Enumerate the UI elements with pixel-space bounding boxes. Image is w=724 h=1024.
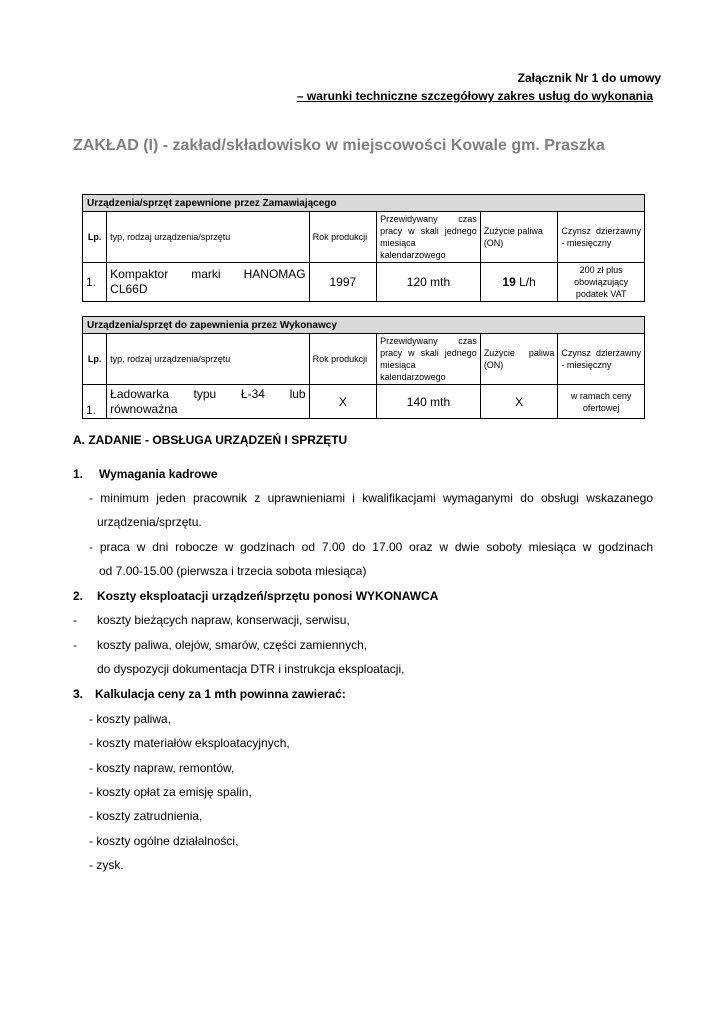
cell-lp: 1. [83, 385, 107, 419]
col-rent: Czynsz dzierżawny - miesięczny [558, 334, 645, 385]
point-2-dash-2: - [73, 638, 77, 652]
col-fuel: Zużycie paliwa (ON) [480, 334, 558, 385]
col-rent: Czynsz dzierżawny - miesięczny [558, 212, 645, 263]
cell-year: 1997 [309, 263, 376, 302]
point-1-item-2-cont: od 7.00-15.00 (pierwsza i trzecia sobota miesiąca) [99, 564, 367, 578]
table-row [83, 385, 645, 419]
table-header-row [83, 212, 645, 263]
point-2-dash-1: - [73, 613, 77, 627]
table-caption: Urządzenia/sprzęt do zapewnienia przez Wykonawcy [83, 317, 645, 334]
table-header-row [83, 334, 645, 385]
equipment-table-client [82, 194, 645, 302]
annex-subtitle: – warunki techniczne szczegółowy zakres usług do wykonania [296, 89, 653, 103]
point-2-number: 2. [73, 589, 84, 603]
point-3-item: - zysk. [89, 858, 124, 872]
col-lp: Lp. [83, 334, 107, 385]
page-title: ZAKŁAD (I) - zakład/składowisko w miejscowości Kowale gm. Praszka [73, 137, 605, 154]
point-1-item-1: - minimum jeden pracownik z uprawnieniami i kwalifikacjami wymaganymi do obsługi wskazanego [89, 491, 653, 505]
point-1-number: 1. [73, 467, 84, 481]
point-3-item: - koszty zatrudnienia, [89, 809, 203, 823]
annex-title: Załącznik Nr 1 do umowy [517, 71, 661, 85]
point-2-title: Koszty eksploatacji urządzeń/sprzętu ponosi WYKONAWCA [97, 589, 439, 603]
point-3-item: - koszty opłat za emisję spalin, [89, 785, 252, 799]
point-3-number: 3. [73, 687, 84, 701]
point-2-item-1: koszty bieżących napraw, konserwacji, serwisu, [97, 613, 350, 627]
cell-fuel: 19 L/h [480, 263, 558, 302]
point-1-item-2: - praca w dni robocze w godzinach od 7.00 do 17.00 oraz w dwie soboty miesiąca w godzinach [89, 540, 653, 554]
point-3-title: Kalkulacja ceny za 1 mth powinna zawierać: [95, 687, 346, 701]
cell-rent: 200 zł plus obowiązujący podatek VAT [558, 263, 645, 302]
col-hours: Przewidywany czas pracy w skali jednego miesiąca kalendarzowego [377, 334, 481, 385]
table-row [83, 263, 645, 302]
point-3-item: - koszty ogólne działalności, [89, 834, 239, 848]
point-1-item-1-cont: urządzenia/sprzętu. [97, 515, 202, 529]
col-year: Rok produkcji [309, 334, 376, 385]
col-fuel: Zużycie paliwa (ON) [480, 212, 558, 263]
cell-type: Ładowarka typu Ł-34 lub równoważna [107, 385, 309, 419]
point-3-item: - koszty napraw, remontów, [89, 761, 235, 775]
col-year: Rok produkcji [309, 212, 376, 263]
col-lp: Lp. [83, 212, 107, 263]
col-type: typ, rodzaj urządzenia/sprzętu [107, 334, 309, 385]
cell-lp: 1. [83, 263, 107, 302]
cell-fuel: X [480, 385, 558, 419]
point-1-title: Wymagania kadrowe [99, 467, 218, 481]
cell-type: Kompaktor marki HANOMAG CL66D [107, 263, 309, 302]
section-heading: A. ZADANIE - OBSŁUGA URZĄDZEŃ I SPRZĘTU [73, 433, 348, 447]
col-hours: Przewidywany czas pracy w skali jednego miesiąca kalendarzowego [377, 212, 481, 263]
table-caption: Urządzenia/sprzęt zapewnione przez Zamawiającego [83, 195, 645, 212]
cell-rent: w ramach ceny ofertowej [558, 385, 645, 419]
point-2-item-3: do dyspozycji dokumentacja DTR i instrukcja eksploatacji, [97, 662, 405, 676]
equipment-table-contractor [82, 316, 645, 419]
point-3-item: - koszty materiałów eksploatacyjnych, [89, 736, 290, 750]
point-3-item: - koszty paliwa, [89, 712, 172, 726]
cell-year: X [309, 385, 376, 419]
col-type: typ, rodzaj urządzenia/sprzętu [107, 212, 309, 263]
point-2-item-2: koszty paliwa, olejów, smarów, części zamiennych, [97, 638, 368, 652]
cell-hours: 140 mth [377, 385, 481, 419]
cell-hours: 120 mth [377, 263, 481, 302]
